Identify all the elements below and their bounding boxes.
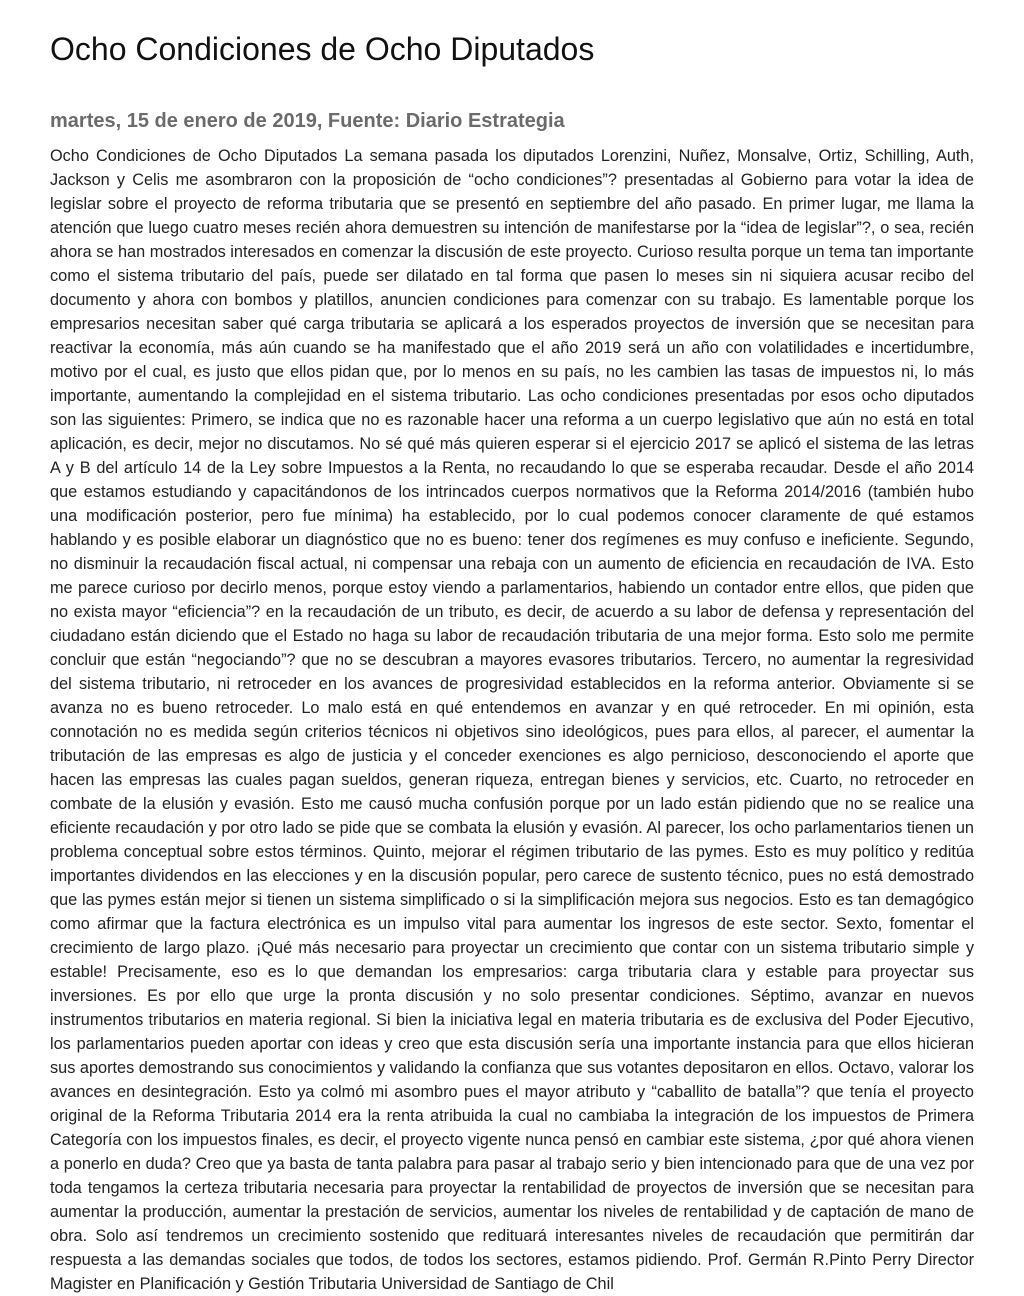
article-meta: martes, 15 de enero de 2019, Fuente: Diario Estrategia [50,110,565,132]
article-body: Ocho Condiciones de Ocho Diputados La semana pasada los diputados Lorenzini, Nuñez, Monsalve, Ortiz, Schilling, Auth, Jackson y Celis me asombraron con la proposición de “ocho condiciones”? presentadas al Gobierno para votar la idea de legislar sobre el proyecto de reforma tributaria que se presentó en septiembre del año pasado. En primer lugar, me llama la atención que luego cuatro meses recién ahora demuestren su intención de manifestarse por la “idea de legislar”?, o sea, recién ahora se han mostrados interesados en comenzar la discusión de este proyecto. Curioso resulta porque un tema tan importante como el sistema tributario del país, puede ser dilatado en tal forma que pasen lo meses sin ni siquiera acusar recibo del documento y ahora con bombos y platillos, anuncien condiciones para comenzar con su trabajo. Es lamentable porque los empresarios necesitan saber qué carga tributaria se aplicará a los esperados proyectos de inversión que se necesitan para reactivar la economía, más aún cuando se ha manifestado que el año 2019 será un año con volatilidades e incertidumbre, motivo por el cual, es justo que ellos pidan que, por lo menos en su país, no les cambien las tasas de impuestos ni, lo más importante, aumentando la complejidad en el sistema tributario. Las ocho condiciones presentadas por esos ocho diputados son las siguientes: Primero, se indica que no es razonable hacer una reforma a un cuerpo legislativo que aún no está en total aplicación, es decir, mejor no discutamos. No sé qué más quieren esperar si el ejercicio 2017 se aplicó el sistema de las letras A y B del artículo 14 de la Ley sobre Impuestos a la Renta, no recaudando lo que se esperaba recaudar. Desde el año 2014 que estamos estudiando y capacitándonos de los intrincados cuerpos normativos que la Reforma 2014/2016 (también hubo una modificación posterior, pero fue mínima) ha establecido, por lo cual podemos conocer claramente de qué estamos hablando y es posible elaborar un diagnóstico que no es bueno: tener dos regímenes es muy confuso e ineficiente. Segundo, no disminuir la recaudación fiscal actual, ni compensar una rebaja con un aumento de eficiencia en recaudación de IVA. Esto me parece curioso por decirlo menos, porque estoy viendo a parlamentarios, habiendo un contador entre ellos, que piden que no exista mayor “eficiencia”? en la recaudación de un tributo, es decir, de acuerdo a su labor de defensa y representación del ciudadano están diciendo que el Estado no haga su labor de recaudación tributaria de una mejor forma. Esto solo me permite concluir que están “negociando”? que no se descubran a mayores evasores tributarios. Tercero, no aumentar la regresividad del sistema tributario, ni retroceder en los avances de progresividad establecidos en la reforma anterior. Obviamente si se avanza no es bueno retroceder. Lo malo está en qué entendemos en avanzar y en qué retroceder. En mi opinión, esta connotación no es medida según criterios técnicos ni objetivos sino ideológicos, pues para ellos, al parecer, el aumentar la tributación de las empresas es algo de justicia y el conceder exenciones es algo pernicioso, desconociendo el aporte que hacen las empresas las cuales pagan sueldos, generan riqueza, entregan bienes y servicios, etc. Cuarto, no retroceder en combate de la elusión y evasión. Esto me causó mucha confusión porque por un lado están pidiendo que no se realice una eficiente recaudación y por otro lado se pide que se combata la elusión y evasión. Al parecer, los ocho parlamentarios tienen un problema conceptual sobre estos términos. Quinto, mejorar el régimen tributario de las pymes. Esto es muy político y reditúa importantes dividendos en las elecciones y en la discusión popular, pero carece de sustento técnico, pues no está demostrado que las pymes están mejor si tienen un sistema simplificado o si la simplificación mejora sus negocios. Esto es tan demagógico como afirmar que la factura electrónica es un impulso vital para aumentar los ingresos de este sector. Sexto, fomentar el crecimiento de largo plazo. ¡Qué más necesario para proyectar un crecimiento que contar con un sistema tributario simple y estable! Precisamente, eso es lo que demandan los empresarios: carga tributaria clara y estable para proyectar sus inversiones. Es por ello que urge la pronta discusión y no solo presentar condiciones. Séptimo, avanzar en nuevos instrumentos tributarios en materia regional. Si bien la iniciativa legal en materia tributaria es de exclusiva del Poder Ejecutivo, los parlamentarios pueden aportar con ideas y creo que esta discusión sería una importante instancia para que ellos hicieran sus aportes demostrando sus conocimientos y validando la confianza que sus votantes depositaron en ellos. Octavo, valorar los avances en desintegración. Esto ya colmó mi asombro pues el mayor atributo y “caballito de batalla”? que tenía el proyecto original de la Reforma Tributaria 2014 era la renta atribuida la cual no cambiaba la integración de los impuestos de Primera Categoría con los impuestos finales, es decir, el proyecto vigente nunca pensó en cambiar este sistema, ¿por qué ahora vienen a ponerlo en duda? Creo que ya basta de tanta palabra para pasar al trabajo serio y bien intencionado para que de una vez por toda tengamos la certeza tributaria necesaria para proyectar la rentabilidad de proyectos de inversión que se necesitan para aumentar la producción, aumentar la prestación de servicios, aumentar los niveles de rentabilidad y de captación de mano de obra. Solo así tendremos un crecimiento sostenido que redituará interesantes niveles de recaudación que permitirán dar respuesta a las demandas sociales que todos, de todos los sectores, estamos pidiendo. Prof. Germán R.Pinto Perry Director Magister en Planificación y Gestión Tributaria Universidad de Santiago de Chil [50,147,974,1293]
article-title: Ocho Condiciones de Ocho Diputados [50,31,595,67]
article-page [50,0,974,1296]
